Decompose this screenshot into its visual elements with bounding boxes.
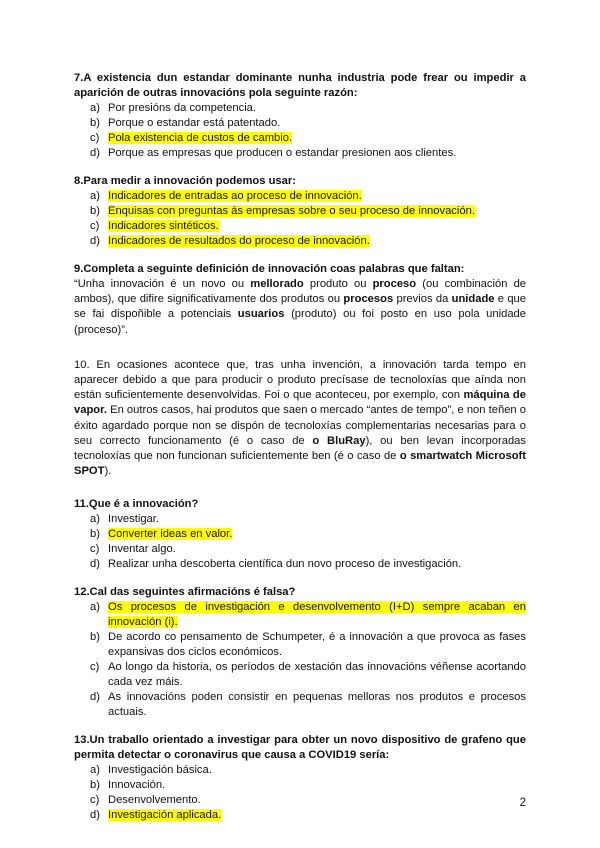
option-letter: d) xyxy=(90,147,100,159)
definition-paragraph xyxy=(74,277,526,338)
question-12-options xyxy=(74,600,526,720)
option-text: Realizar unha descoberta científica dun novo proceso de investigación. xyxy=(108,558,462,571)
option-item xyxy=(74,542,526,557)
paragraph-text: ), ou ben levan incorporadas tecnoloxías que non funcionan suficientemente ben (é o caso de xyxy=(74,434,526,463)
document-page xyxy=(74,71,526,836)
option-item xyxy=(74,219,526,234)
option-letter: d) xyxy=(90,809,100,822)
question-13 xyxy=(74,733,526,823)
answer-word: procesos xyxy=(343,293,394,306)
question-13-title: 13.Un traballo orientado a investigar para obter un novo dispositivo de grafeno que permita detectar o coronavirus que causa a COVID19 sería: xyxy=(74,734,526,762)
question-7-title: 7.A existencia dun estandar dominante nunha industria pode frear ou impedir a aparición de outras innovacións pola seguinte razón: xyxy=(74,72,526,99)
question-7 xyxy=(74,71,526,161)
answer-word: mellorado xyxy=(250,278,304,290)
definition-text: previos da xyxy=(393,293,452,306)
option-text: De acordo co pensamento de Schumpeter, é a innovación a que provoca as fases expansivas dos ciclos económicos. xyxy=(108,631,526,659)
option-item xyxy=(74,690,526,720)
question-9 xyxy=(74,262,526,338)
option-text: Inventar algo. xyxy=(108,543,176,556)
answer-word: usuarios xyxy=(237,308,285,321)
option-text: Porque o estandar está patentado. xyxy=(108,117,281,129)
option-item xyxy=(74,101,526,116)
option-text-highlighted: Pola existencia de custos de cambio. xyxy=(108,132,293,144)
answer-word: proceso xyxy=(372,278,417,290)
page-number: 2 xyxy=(519,797,526,809)
definition-text: produto ou xyxy=(303,278,373,290)
option-item xyxy=(74,600,526,630)
option-item xyxy=(74,146,526,161)
option-text-highlighted: Indicadores de resultados do proceso de innovación. xyxy=(108,235,370,247)
option-item xyxy=(74,204,526,219)
option-text: Innovación. xyxy=(108,779,166,792)
option-letter: a) xyxy=(90,601,100,614)
option-item xyxy=(74,778,526,793)
option-letter: a) xyxy=(90,190,100,202)
option-letter: d) xyxy=(90,558,100,571)
option-text-highlighted: Converter ideas en valor. xyxy=(108,528,233,541)
definition-text: “Unha innovación é un novo ou xyxy=(74,278,251,290)
option-letter: a) xyxy=(90,513,100,526)
option-item xyxy=(74,189,526,204)
question-9-title: 9.Completa a seguinte definición de innovación coas palabras que faltan: xyxy=(74,263,465,275)
option-item xyxy=(74,660,526,690)
option-letter: c) xyxy=(90,794,100,807)
option-text: Investigación básica. xyxy=(108,764,212,777)
option-item xyxy=(74,630,526,660)
option-letter: c) xyxy=(90,661,100,674)
question-7-options xyxy=(74,101,526,161)
option-letter: d) xyxy=(90,691,100,704)
definition-text: (ou combinación de ambos), que difire significativamente dos produtos ou xyxy=(74,278,527,306)
option-item xyxy=(74,557,526,572)
question-13-options xyxy=(74,763,526,823)
option-item xyxy=(74,234,526,249)
answer-word: o BluRay xyxy=(312,434,366,447)
option-text-highlighted: Enquisas con preguntas ás empresas sobre o seu proceso de innovación. xyxy=(108,205,475,217)
question-10 xyxy=(74,358,526,480)
option-text-highlighted: Indicadores de entradas ao proceso de innovación. xyxy=(108,190,362,202)
option-letter: b) xyxy=(90,631,100,644)
option-item xyxy=(74,763,526,778)
option-item xyxy=(74,116,526,131)
option-text: Investigar. xyxy=(108,513,159,526)
option-letter: b) xyxy=(90,117,100,129)
question-10-paragraph xyxy=(74,358,526,480)
option-text-highlighted: Os procesos de investigación e desenvolvemento (I+D) sempre acaban en innovación (i). xyxy=(108,601,526,629)
option-text-highlighted: Indicadores sintéticos. xyxy=(108,220,219,232)
option-letter: c) xyxy=(90,220,100,232)
question-11-options xyxy=(74,512,526,572)
option-letter: b) xyxy=(90,779,100,792)
definition-text: (produto) ou foi posto en uso pola unidade (proceso)”. xyxy=(74,308,526,336)
answer-word: o smartwatch Microsoft SPOT xyxy=(74,450,527,478)
question-11-title: 11.Que é a innovación? xyxy=(74,498,199,511)
option-item xyxy=(74,793,526,808)
answer-word: máquina de vapor. xyxy=(74,389,526,417)
question-8-options xyxy=(74,189,526,249)
question-12 xyxy=(74,585,526,720)
question-12-title: 12.Cal das seguintes afirmacións é falsa? xyxy=(74,586,296,599)
option-text: Por presións da competencia. xyxy=(108,102,257,114)
answer-word: unidade xyxy=(451,293,495,306)
question-11 xyxy=(74,497,526,572)
option-text-highlighted: Investigación aplicada. xyxy=(108,809,222,822)
option-item xyxy=(74,512,526,527)
paragraph-text: En outros casos, hai produtos que saen o mercado “antes de tempo”, e non teñen o éxito agardado porque non se dispón de tecnoloxías complementarias necesarias para o seu correcto funcionamento (é o caso de xyxy=(74,404,526,447)
question-8 xyxy=(74,174,526,249)
paragraph-text: ). xyxy=(104,465,112,478)
option-item xyxy=(74,808,526,823)
option-letter: c) xyxy=(90,543,100,556)
option-letter: c) xyxy=(90,132,100,144)
option-text: Ao longo da historia, os períodos de xestación das innovacións véñense acortando cada vez máis. xyxy=(108,661,526,689)
option-text: Porque as empresas que producen o estandar presionen aos clientes. xyxy=(108,147,457,159)
option-letter: b) xyxy=(90,528,100,541)
option-item xyxy=(74,131,526,146)
option-letter: d) xyxy=(90,235,100,247)
option-text: Desenvolvemento. xyxy=(108,794,201,807)
option-item xyxy=(74,527,526,542)
question-8-title: 8.Para medir a innovación podemos usar: xyxy=(74,175,296,187)
option-letter: b) xyxy=(90,205,100,217)
option-letter: a) xyxy=(90,764,100,777)
option-text: As innovacións poden consistir en pequenas melloras nos produtos e procesos actuais. xyxy=(108,691,526,719)
paragraph-text: 10. En ocasiones acontece que, tras unha invención, a innovación tarda tempo en aparecer debido a que para producir o produto precísase de tecnoloxías que aínda non están suficientemente desenvolvidas. Foi o que aconteceu, por exemplo, con xyxy=(74,358,526,402)
definition-text: e que se fai dispoñible a potenciais xyxy=(74,293,527,321)
option-letter: a) xyxy=(90,102,100,114)
